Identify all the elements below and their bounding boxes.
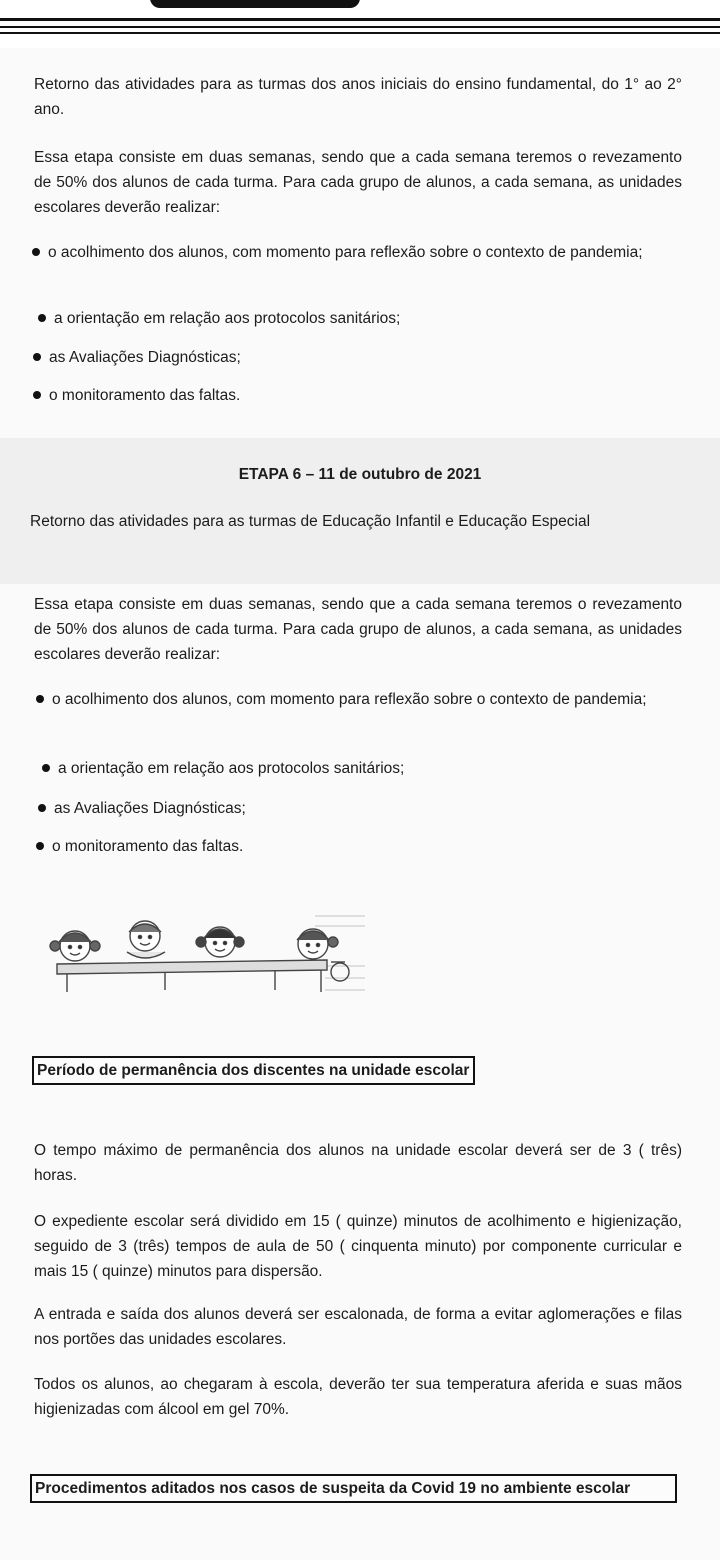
block1-intro: Retorno das atividades para as turmas dos anos iniciais do ensino fundamental, do 1° ao 2° ano. — [34, 76, 682, 118]
header-rule — [0, 18, 720, 21]
stage6-title: ETAPA 6 – 11 de outubro de 2021 — [238, 466, 482, 483]
document-header — [0, 0, 720, 48]
stage6-bullet-3: as Avaliações Diagnósticas; — [38, 796, 246, 821]
permanence-paragraph-1: O tempo máximo de permanência dos alunos na unidade escolar deverá ser de 3 ( três) horas. — [34, 1142, 682, 1184]
block1-bullet-3: as Avaliações Diagnósticas; — [33, 345, 241, 370]
bullet-dot — [38, 804, 46, 812]
stage6-bullet-2: a orientação em relação aos protocolos sanitários; — [42, 756, 404, 781]
header-rule — [0, 32, 720, 34]
header-logo — [150, 0, 360, 8]
permanence-paragraph-2: O expediente escolar será dividido em 15 ( quinze) minutos de acolhimento e higienização, seguido de 3 (três) tempos de aula de 50 ( cinquenta minuto) por componente curricular e mais 15 ( quinze) minutos para dispersão. — [34, 1213, 682, 1280]
block1-bullet-2: a orientação em relação aos protocolos sanitários; — [38, 306, 400, 331]
bullet-dot — [33, 353, 41, 361]
header-rule — [0, 26, 720, 28]
block1-bullet-1: o acolhimento dos alunos, com momento para reflexão sobre o contexto de pandemia; — [32, 240, 684, 265]
stage6-intro: Retorno das atividades para as turmas de Educação Infantil e Educação Especial — [30, 513, 591, 530]
bullet-dot — [32, 248, 40, 256]
stage6-bullet-1: o acolhimento dos alunos, com momento para reflexão sobre o contexto de pandemia; — [36, 687, 682, 712]
bullet-dot — [38, 314, 46, 322]
permanence-paragraph-4: Todos os alunos, ao chegaram à escola, deverão ter sua temperatura aferida e suas mãos higienizadas com álcool em gel 70%. — [34, 1376, 682, 1418]
stage6-description: Essa etapa consiste em duas semanas, sendo que a cada semana teremos o revezamento de 50% dos alunos de cada turma. Para cada grupo de alunos, a cada semana, as unidades escolares deverão realizar: — [34, 596, 682, 663]
block1-description: Essa etapa consiste em duas semanas, sendo que a cada semana teremos o revezamento de 50% dos alunos de cada turma. Para cada grupo de alunos, a cada semana, as unidades escolares deverão realizar: — [34, 149, 682, 216]
permanence-paragraph-3: A entrada e saída dos alunos deverá ser escalonada, de forma a evitar aglomerações e filas nos portões das unidades escolares. — [34, 1306, 682, 1348]
bullet-dot — [33, 391, 41, 399]
bullet-dot — [42, 764, 50, 772]
bullet-dot — [36, 695, 44, 703]
children-at-table-illustration — [35, 912, 365, 1000]
stage6-bullet-4: o monitoramento das faltas. — [36, 834, 243, 859]
procedures-title: Procedimentos aditados nos casos de suspeita da Covid 19 no ambiente escolar — [30, 1474, 677, 1503]
permanence-title: Período de permanência dos discentes na unidade escolar — [32, 1056, 475, 1085]
block1-bullet-4: o monitoramento das faltas. — [33, 383, 240, 408]
bullet-dot — [36, 842, 44, 850]
